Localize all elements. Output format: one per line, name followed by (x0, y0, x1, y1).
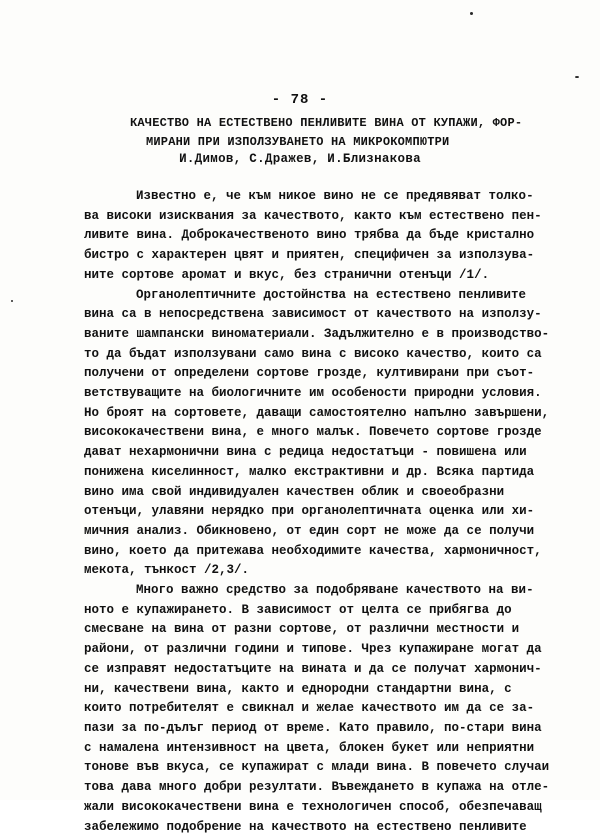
article-body (84, 187, 584, 837)
text-line: Много важно средство за подобряване качеството на ви- (84, 581, 584, 601)
text-line: мичния анализ. Обикновено, от един сорт не може да се получи (84, 522, 584, 542)
page-number: - 78 - (0, 92, 600, 108)
text-line: вино има свой индивидуален качествен облик и своеобразни (84, 483, 584, 503)
text-line: смесване на вина от разни сортове, от различни местности и (84, 620, 584, 640)
text-line: отенъци, улавяни нерядко при органолептичната оценка или хи- (84, 502, 584, 522)
text-line: жали висококачествени вина е технологичен способ, обезпечаващ (84, 798, 584, 818)
article-authors: И.Димов, С.Дражев, И.Близнакова (0, 152, 600, 166)
text-line: получени от определени сортове грозде, култивирани при съот- (84, 364, 584, 384)
title-line: КАЧЕСТВО НА ЕСТЕСТВЕНО ПЕНЛИВИТЕ ВИНА ОТ КУПАЖИ, ФОР- (130, 114, 570, 133)
article-title (130, 114, 570, 152)
text-line: забележимо подобрение на качеството на естествено пенливите (84, 818, 584, 837)
paragraph-2 (84, 286, 584, 582)
scan-speck (575, 76, 579, 78)
text-line: пази за по-дълъг период от време. Като правило, по-стари вина (84, 719, 584, 739)
text-line: тонове във вкуса, се купажират с млади вина. В повечето случаи (84, 758, 584, 778)
text-line: ното е купажирането. В зависимост от целта се прибягва до (84, 601, 584, 621)
text-line: Органолептичните достойнства на естествено пенливите (84, 286, 584, 306)
text-line: вина са в непосредствена зависимост от качеството на използу- (84, 305, 584, 325)
text-line: ветствуващите на биологичните им особености природни условия. (84, 384, 584, 404)
scan-speck (11, 300, 13, 302)
text-line: Но броят на сортовете, даващи самостоятелно напълно завършени, (84, 404, 584, 424)
paragraph-3 (84, 581, 584, 837)
text-line: ва високи изисквания за качеството, както към естествено пен- (84, 207, 584, 227)
text-line: това дава много добри резултати. Въвеждането в купажа на отле- (84, 778, 584, 798)
text-line: то да бъдат използувани само вина с високо качество, които са (84, 345, 584, 365)
text-line: ните сортове аромат и вкус, без странични отенъци /1/. (84, 266, 584, 286)
scan-speck (470, 12, 473, 15)
text-line: с намалена интензивност на цвета, блокен букет или неприятни (84, 739, 584, 759)
text-line: дават нехармонични вина с редица недостатъци - повишена или (84, 443, 584, 463)
text-line: райони, от различни години и типове. Чрез купажиране могат да (84, 640, 584, 660)
text-line: понижена киселинност, малко екстрактивни и др. Всяка партида (84, 463, 584, 483)
title-line: МИРАНИ ПРИ ИЗПОЛЗУВАНЕТО НА МИКРОКОМПЮТРИ (130, 133, 570, 152)
text-line: ваните шампански виноматериали. Задължително е в производство- (84, 325, 584, 345)
text-line: вино, което да притежава необходимите качества, хармоничност, (84, 542, 584, 562)
text-line: Известно е, че към никое вино не се предявяват толко- (84, 187, 584, 207)
text-line: които потребителят е свикнал и желае качеството им да се за- (84, 699, 584, 719)
text-line: се изправят недостатъците на вината и да се получат хармонич- (84, 660, 584, 680)
text-line: мекота, тънкост /2,3/. (84, 561, 584, 581)
text-line: бистро с характерен цвят и приятен, специфичен за използува- (84, 246, 584, 266)
text-line: висококачествени вина, е много малък. Повечето сортове грозде (84, 423, 584, 443)
text-line: ливите вина. Доброкачественото вино трябва да бъде кристално (84, 226, 584, 246)
paragraph-1 (84, 187, 584, 286)
text-line: ни, качествени вина, както и еднородни стандартни вина, с (84, 680, 584, 700)
